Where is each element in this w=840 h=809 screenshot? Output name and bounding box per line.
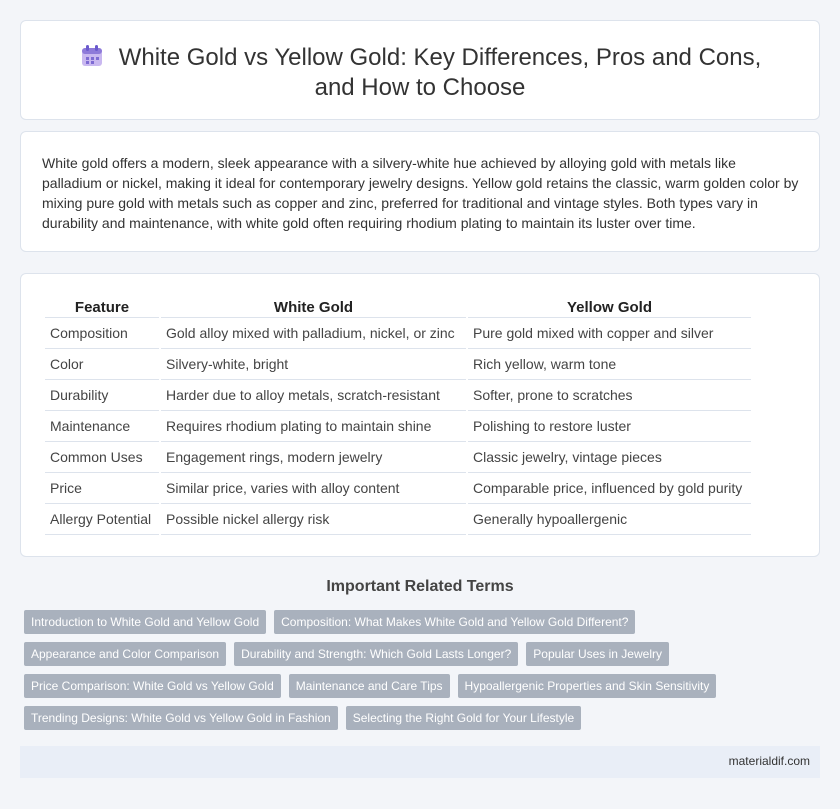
table-row (45, 504, 751, 535)
calendar-icon (79, 43, 105, 69)
table-cell: Allergy Potential (45, 504, 159, 535)
table-cell: Maintenance (45, 411, 159, 442)
table-cell: Price (45, 473, 159, 504)
related-term-link[interactable]: Selecting the Right Gold for Your Lifestyle (346, 706, 581, 730)
tag-row (24, 610, 824, 634)
related-term-link[interactable]: Popular Uses in Jewelry (526, 642, 669, 666)
table-cell: Composition (45, 318, 159, 349)
header-yellow-gold: Yellow Gold (468, 296, 751, 318)
table-cell: Pure gold mixed with copper and silver (468, 318, 751, 349)
table-cell: Comparable price, influenced by gold purity (468, 473, 751, 504)
table-row (45, 318, 751, 349)
table-cell: Similar price, varies with alloy content (161, 473, 466, 504)
table-row (45, 442, 751, 473)
footer (20, 746, 820, 778)
table-cell: Color (45, 349, 159, 380)
related-term-link[interactable]: Hypoallergenic Properties and Skin Sensitivity (458, 674, 717, 698)
related-terms-title: Important Related Terms (326, 578, 514, 595)
header-white-gold: White Gold (161, 296, 466, 318)
footer-site-name: materialdif.com (728, 754, 810, 768)
table-cell: Gold alloy mixed with palladium, nickel, or zinc (161, 318, 466, 349)
tag-row (24, 642, 824, 666)
header-card (20, 20, 820, 120)
table-header-row (45, 296, 751, 318)
tag-row (24, 706, 824, 730)
related-term-link[interactable]: Price Comparison: White Gold vs Yellow Gold (24, 674, 281, 698)
table-cell: Polishing to restore luster (468, 411, 751, 442)
comparison-table-card (20, 273, 820, 557)
title-wrap (61, 43, 779, 103)
intro-paragraph: White gold offers a modern, sleek appearance with a silvery-white hue achieved by alloying gold with metals like palladium or nickel, making it ideal for contemporary jewelry designs. Yellow gold retains the classic, warm golden color by mixing pure gold with metals such as copper and zinc, preferred for traditional and vintage styles. Both types vary in durability and maintenance, with white gold often requiring rhodium plating to maintain its luster over time. (42, 155, 799, 231)
page-title-text: White Gold vs Yellow Gold: Key Differences, Pros and Cons, and How to Choose (118, 44, 762, 101)
related-term-link[interactable]: Introduction to White Gold and Yellow Gold (24, 610, 266, 634)
related-term-link[interactable]: Maintenance and Care Tips (289, 674, 450, 698)
table-cell: Durability (45, 380, 159, 411)
table-cell: Softer, prone to scratches (468, 380, 751, 411)
related-term-link[interactable]: Durability and Strength: Which Gold Lasts Longer? (234, 642, 518, 666)
related-term-link[interactable]: Composition: What Makes White Gold and Yellow Gold Different? (274, 610, 635, 634)
header-feature: Feature (45, 296, 159, 318)
table-cell: Rich yellow, warm tone (468, 349, 751, 380)
table-cell: Silvery-white, bright (161, 349, 466, 380)
table-row (45, 473, 751, 504)
table-cell: Possible nickel allergy risk (161, 504, 466, 535)
table-cell: Engagement rings, modern jewelry (161, 442, 466, 473)
table-row (45, 380, 751, 411)
related-term-link[interactable]: Appearance and Color Comparison (24, 642, 226, 666)
table-cell: Common Uses (45, 442, 159, 473)
related-terms-list (24, 610, 824, 738)
table-cell: Generally hypoallergenic (468, 504, 751, 535)
table-row (45, 349, 751, 380)
intro-card (20, 131, 820, 252)
related-term-link[interactable]: Trending Designs: White Gold vs Yellow Gold in Fashion (24, 706, 338, 730)
table-cell: Requires rhodium plating to maintain shine (161, 411, 466, 442)
comparison-table (43, 296, 753, 535)
page-title (61, 43, 779, 103)
table-row (45, 411, 751, 442)
table-cell: Classic jewelry, vintage pieces (468, 442, 751, 473)
table-cell: Harder due to alloy metals, scratch-resistant (161, 380, 466, 411)
tag-row (24, 674, 824, 698)
